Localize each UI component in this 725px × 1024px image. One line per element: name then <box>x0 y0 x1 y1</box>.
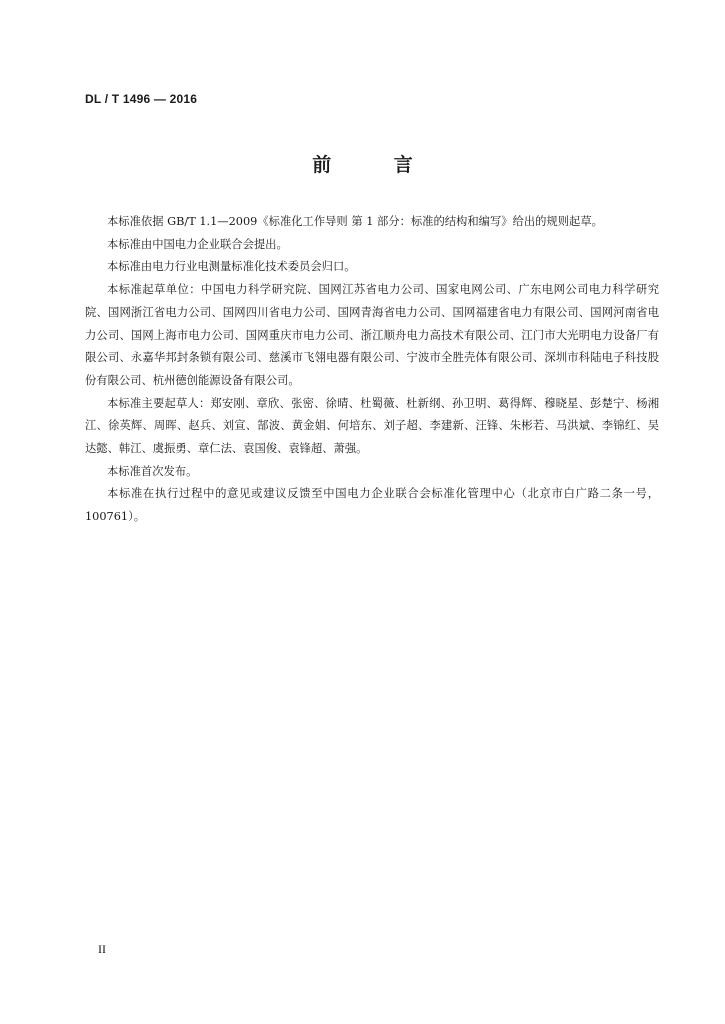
paragraph-drafting-organizations: 本标准起草单位：中国电力科学研究院、国网江苏省电力公司、国家电网公司、广东电网公司电力科学研究院、国网浙江省电力公司、国网四川省电力公司、国网青海省电力公司、国网福建省电力有限公司、国网河南省电力公司、国网上海市电力公司、国网重庆市电力公司、浙江顺舟电力高技术有限公司、江门市大光明电力设备厂有限公司、永嘉华邦封条锁有限公司、慈溪市飞翎电器有限公司、宁波市全胜壳体有限公司、深圳市科陆电子科技股份有限公司、杭州德创能源设备有限公司。 <box>85 283 659 387</box>
paragraph-drafting-basis: 本标准依据 GB/T 1.1—2009《标准化工作导则 第 1 部分：标准的结构和编写》给出的规则起草。 <box>107 215 603 228</box>
paragraph-feedback: 本标准在执行过程中的意见或建议反馈至中国电力企业联合会标准化管理中心（北京市白广路二条一号，100761）。 <box>85 487 659 524</box>
paragraph-under-jurisdiction: 本标准由电力行业电测量标准化技术委员会归口。 <box>107 260 356 274</box>
foreword-body <box>85 211 659 529</box>
page-number: II <box>98 942 106 956</box>
page-title: 前 言 <box>312 154 441 176</box>
standard-number-header: DL / T 1496 — 2016 <box>85 92 198 106</box>
paragraph-first-release: 本标准首次发布。 <box>107 464 198 478</box>
paragraph-proposed-by: 本标准由中国电力企业联合会提出。 <box>107 237 288 251</box>
paragraph-main-drafters: 本标准主要起草人：郑安刚、章欣、张密、徐晴、杜蜀薇、杜新纲、孙卫明、葛得辉、穆晓星、彭楚宁、杨湘江、徐英辉、周晖、赵兵、刘宣、郜波、黄金娟、何培东、刘子超、李建新、汪锋、朱彬若、马洪斌、李锦红、吴达懿、韩江、虞振勇、章仁法、袁国俊、袁锋超、萧强。 <box>85 396 659 456</box>
